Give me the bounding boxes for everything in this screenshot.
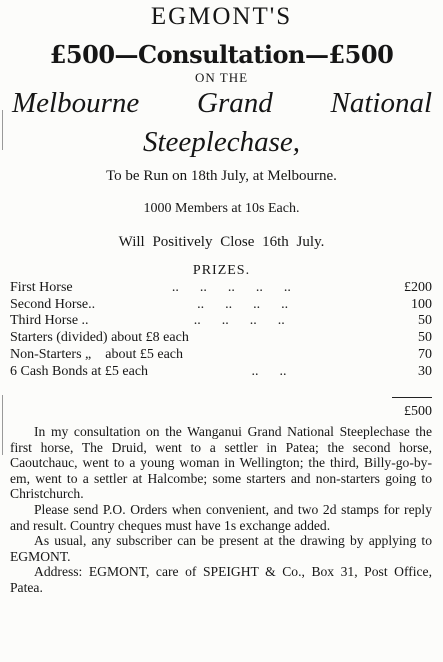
prize-table	[10, 280, 432, 380]
closing-date: Will Positively Close 16th July.	[118, 234, 325, 250]
prize-row	[10, 297, 432, 314]
total-rule	[392, 397, 432, 398]
race-date: To be Run on 18th July, at Melbourne.	[106, 168, 337, 184]
prize-leader-dots: .. .. .. ..	[197, 296, 289, 312]
ad-title: EGMONT'S	[150, 3, 293, 30]
paragraph-previous-results: In my consultation on the Wanganui Grand National Steeplechase the first horse, The Druid, went to a settler in Patea; the second horse, Caoutchauc, went to a young woman in Wellington; the third, Billy-go-by-em, went to a settler at Halcombe; some starters and non-starters going to Christchurch.	[10, 424, 432, 502]
prize-leader-dots: .. .. .. ..	[193, 313, 285, 329]
ad-headline: £500—Consultation—£500	[49, 40, 394, 69]
prize-row	[10, 313, 432, 330]
event-word-national: National	[330, 87, 432, 119]
paragraph-payment: Please send P.O. Orders when convenient, and two 2d stamps for reply and result. Country cheques must have 1s exchange added.	[10, 501, 432, 533]
prize-amount: 50	[418, 330, 432, 346]
prize-label: 6 Cash Bonds at £5 each	[10, 363, 149, 379]
prizes-heading: PRIZES.	[192, 263, 251, 278]
margin-rule	[2, 395, 3, 455]
prize-amount: £200	[404, 280, 432, 295]
event-word-grand: Grand	[197, 87, 273, 119]
prize-amount: 50	[418, 313, 432, 329]
members-line: 1000 Members at 10s Each.	[143, 201, 300, 216]
prize-amount: 70	[418, 346, 432, 362]
prize-label: Non-Starters „ about £5 each	[10, 346, 183, 362]
prize-label: Third Horse ..	[10, 313, 89, 329]
prize-label: First Horse	[10, 280, 73, 295]
prize-row	[10, 280, 432, 297]
paragraph-address: Address: EGMONT, care of SPEIGHT & Co., Box 31, Post Office, Patea.	[10, 564, 432, 595]
prize-row	[10, 364, 432, 381]
event-word-melbourne: Melbourne	[12, 87, 140, 119]
prize-leader-dots: .. .. .. .. ..	[171, 280, 291, 295]
event-name-line-2: Steeplechase,	[142, 126, 300, 158]
prize-amount: 30	[418, 363, 432, 379]
event-name-line-1	[12, 85, 432, 121]
prize-leader-dots	[189, 330, 390, 347]
prize-row	[10, 330, 432, 347]
prize-label: Starters (divided) about £8 each	[10, 330, 189, 346]
prize-leader-dots	[183, 347, 390, 364]
prize-amount: 100	[411, 296, 432, 312]
prize-total: £500	[404, 404, 432, 419]
prize-label: Second Horse..	[10, 296, 96, 312]
prize-leader-dots: .. ..	[251, 363, 287, 379]
on-the-label: ON THE	[194, 70, 249, 85]
paragraph-drawing: As usual, any subscriber can be present at the drawing by applying to EGMONT.	[10, 533, 432, 564]
prize-row	[10, 347, 432, 364]
ad-body	[10, 424, 432, 596]
